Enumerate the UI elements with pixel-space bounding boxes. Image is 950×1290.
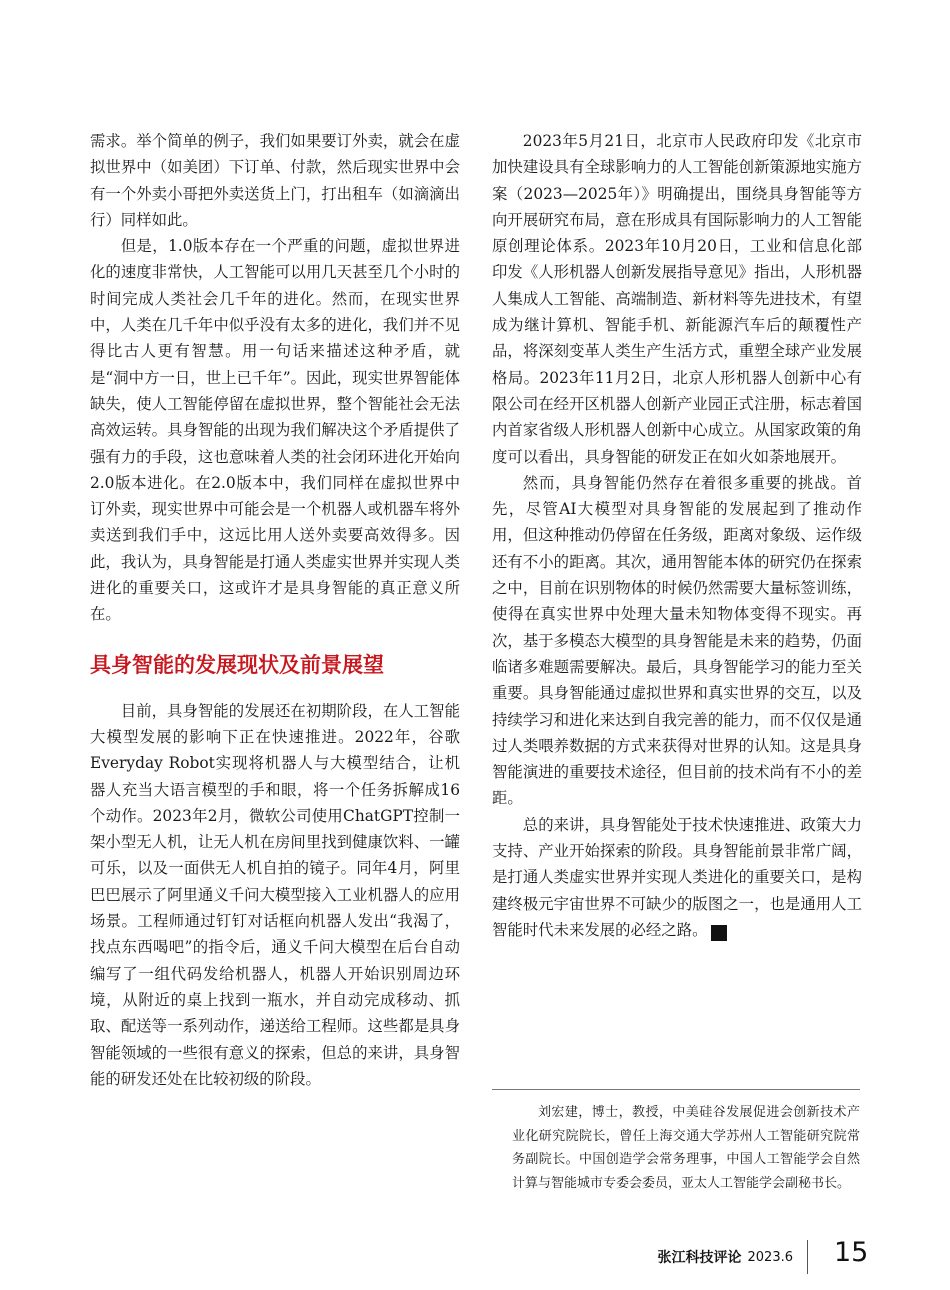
bio-divider (492, 1089, 860, 1090)
body-paragraph: 需求。举个简单的例子，我们如果要订外卖，就会在虚拟世界中（如美团）下订单、付款，然后现实世界中会有一个外卖小哥把外卖送货上门，打出租车（如滴滴出行）同样如此。 (90, 132, 460, 229)
body-paragraph: 目前，具身智能的发展还在初期阶段，在人工智能大模型发展的影响下正在快速推进。2022年，谷歌Everyday Robot实现将机器人与大模型结合，让机器人充当大语言模型的手和眼，将一个任务拆解成16个动作。2023年2月，微软公司使用ChatGPT控制一架小型无人机，让无人机在房间里找到健康饮料、一罐可乐，以及一面供无人机自拍的镜子。同年4月，阿里巴巴展示了阿里通义千问大模型接入工业机器人的应用场景。工程师通过钉钉对话框向机器人发出“我渴了，找点东西喝吧”的指令后，通义千问大模型在后台自动编写了一组代码发给机器人，机器人开始识别周边环境，从附近的桌上找到一瓶水，并自动完成移动、抓取、配送等一系列动作，递送给工程师。这些都是具身智能领域的一些很有意义的探索，但总的来讲，具身智能的研发还处在比较初级的阶段。 (90, 701, 460, 1088)
article-end-icon: S (711, 925, 727, 941)
author-bio: 刘宏建，博士，教授，中美硅谷发展促进会创新技术产业化研究院院长，曾任上海交通大学苏州人工智能研究院常务副院长。中国创造学会常务理事，中国人工智能学会自然计算与智能城市专委会委员，亚太人工智能学会副秘书长。 (512, 1105, 860, 1191)
body-paragraph: 然而，具身智能仍然存在着很多重要的挑战。首先，尽管AI大模型对具身智能的发展起到了推动作用，但这种推动仍停留在任务级，距离对象级、运作级还有不小的距离。其次，通用智能本体的研究仍在探索之中，目前在识别物体的时候仍然需要大量标签训练，使得在真实世界中处理大量未知物体变得不现实。再次，基于多模态大模型的具身智能是未来的趋势，仍面临诸多难题需要解决。最后，具身智能学习的能力至关重要。具身智能通过虚拟世界和真实世界的交互，以及持续学习和进化来达到自我完善的能力，而不仅仅是通过人类喂养数据的方式来获得对世界的认知。这是具身智能演进的重要技术途径，但目前的技术尚有不小的差距。 (492, 473, 862, 808)
left-column (90, 128, 460, 1092)
body-paragraph-final (492, 812, 862, 943)
body-paragraph: 但是，1.0版本存在一个严重的问题，虚拟世界进化的速度非常快，人工智能可以用几天甚至几个小时的时间完成人类社会几千年的进化。然而，在现实世界中，人类在几千年中似乎没有太多的进化，我们并不见得比古人更有智慧。用一句话来描述这种矛盾，就是“洞中方一日，世上已千年”。因此，现实世界智能体缺失，使人工智能停留在虚拟世界，整个智能社会无法高效运转。具身智能的出现为我们解决这个矛盾提供了强有力的手段，这也意味着人类的社会闭环进化开始向2.0版本进化。在2.0版本中，我们同样在虚拟世界中订外卖，现实世界中可能会是一个机器人或机器车将外卖送到我们手中，这远比用人送外卖要高效得多。因此，我认为，具身智能是打通人类虚实世界并实现人类进化的重要关口，这或许才是具身智能的真正意义所在。 (90, 237, 460, 624)
issue-number: 2023.6 (747, 1249, 793, 1265)
final-paragraph-text: 总的来讲，具身智能处于技术快速推进、政策大力支持、产业开始探索的阶段。具身智能前景非常广阔，是打通人类虚实世界并实现人类进化的重要关口，是构建终极元宇宙世界不可缺少的版图之一，也是通用人工智能时代未来发展的必经之路。 (492, 815, 862, 939)
body-paragraph: 2023年5月21日，北京市人民政府印发《北京市加快建设具有全球影响力的人工智能创新策源地实施方案（2023—2025年）》明确提出，围绕具身智能等方向开展研究布局，意在形成具有国际影响力的人工智能原创理论体系。2023年10月20日，工业和信息化部印发《人形机器人创新发展指导意见》指出，人形机器人集成人工智能、高端制造、新材料等先进技术，有望成为继计算机、智能手机、新能源汽车后的颠覆性产品，将深刻变革人类生产生活方式，重塑全球产业发展格局。2023年11月2日，北京人形机器人创新中心有限公司在经开区机器人创新产业园正式注册，标志着国内首家省级人形机器人创新中心成立。从国家政策的角度可以看出，具身智能的研发正在如火如荼地展开。 (492, 132, 862, 466)
footer-separator (807, 1240, 808, 1274)
section-heading: 具身智能的发展现状及前景展望 (90, 652, 384, 677)
page-number: 15 (834, 1237, 869, 1268)
footer (658, 1239, 821, 1275)
right-column (492, 128, 862, 943)
journal-name: 张江科技评论 (657, 1250, 742, 1266)
